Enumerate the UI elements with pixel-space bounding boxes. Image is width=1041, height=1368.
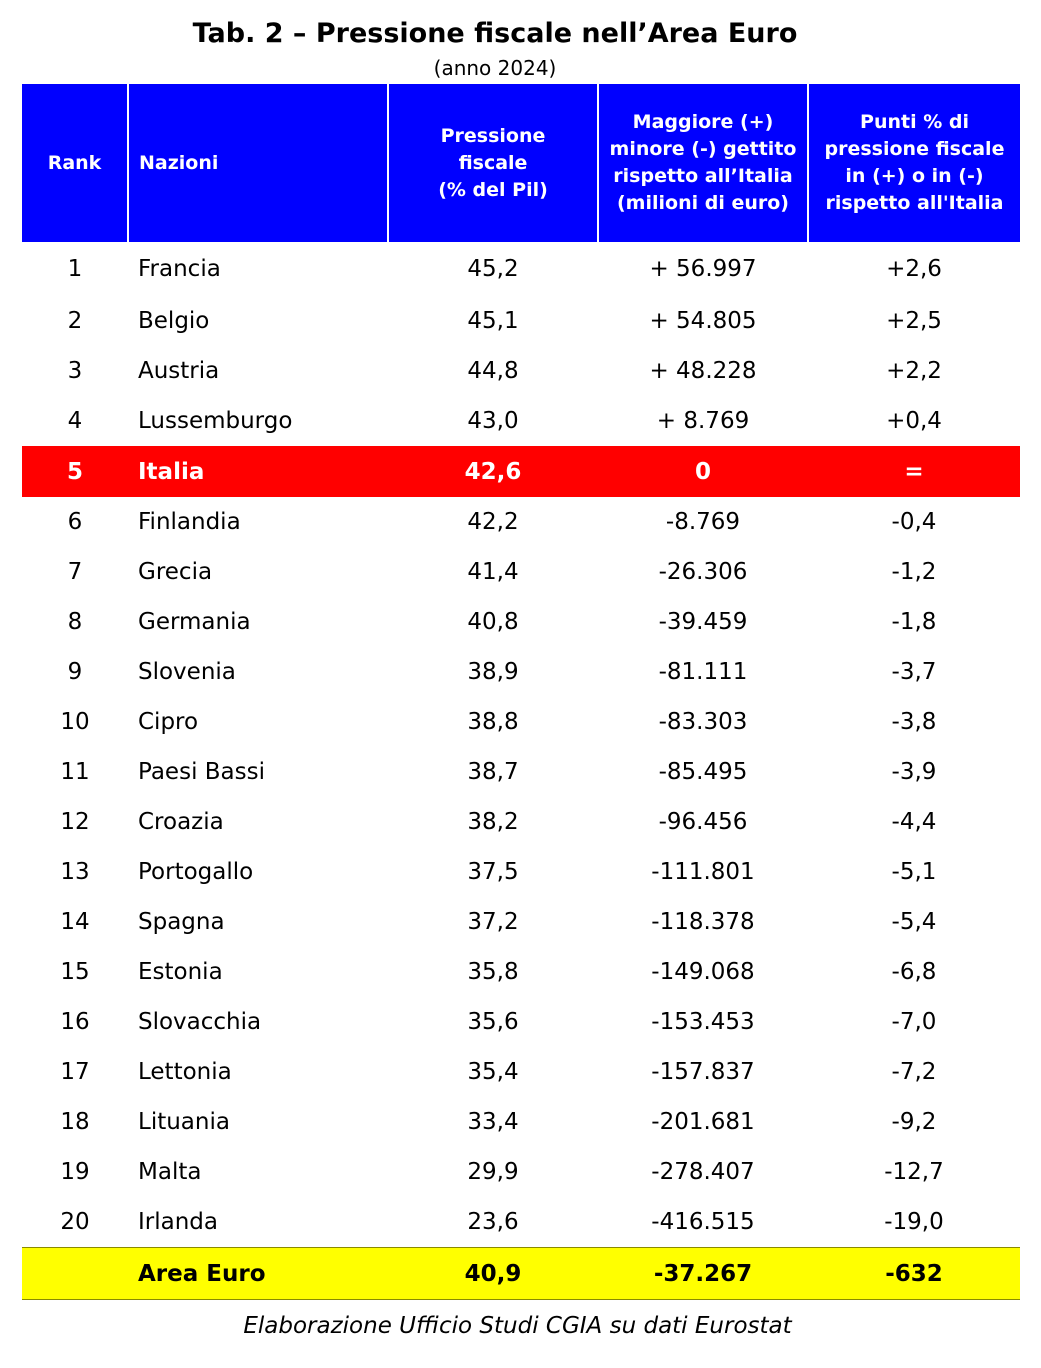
pressure-cell: 43,0 bbox=[467, 408, 519, 434]
table-row-italy-highlight bbox=[22, 446, 1020, 497]
nation-cell: Croazia bbox=[138, 809, 224, 835]
pressure-cell: 42,6 bbox=[388, 446, 598, 497]
nation-cell: Irlanda bbox=[138, 1209, 218, 1235]
nation-cell: Area Euro bbox=[128, 1248, 388, 1300]
points-cell: -12,7 bbox=[884, 1159, 944, 1185]
nation-cell: Lituania bbox=[138, 1109, 230, 1135]
nation-cell: Portogallo bbox=[138, 859, 254, 885]
pressure-cell: 45,1 bbox=[467, 308, 519, 334]
nation-cell: Germania bbox=[138, 609, 251, 635]
nation-cell: Paesi Bassi bbox=[138, 759, 265, 785]
points-cell: -0,4 bbox=[891, 509, 937, 535]
points-cell: -4,4 bbox=[891, 809, 937, 835]
pressure-cell: 38,9 bbox=[467, 659, 519, 685]
header-row bbox=[22, 84, 1020, 242]
table-row bbox=[22, 697, 1020, 747]
revenue-cell: -149.068 bbox=[651, 959, 755, 985]
points-cell: +2,2 bbox=[886, 358, 942, 384]
pressure-cell: 38,2 bbox=[467, 809, 519, 835]
nation-cell: Malta bbox=[138, 1159, 202, 1185]
revenue-cell: -81.111 bbox=[658, 659, 748, 685]
points-cell: = bbox=[808, 446, 1020, 497]
rank-cell: 14 bbox=[60, 909, 90, 935]
rank-cell: 19 bbox=[60, 1159, 90, 1185]
points-cell: +2,6 bbox=[886, 256, 942, 282]
nation-cell: Slovenia bbox=[138, 659, 236, 685]
table-row bbox=[22, 1097, 1020, 1147]
nation-cell: Belgio bbox=[138, 308, 210, 334]
rank-cell: 3 bbox=[67, 358, 83, 384]
table-row bbox=[22, 1147, 1020, 1197]
header-points: Punti % di pressione fiscale in (+) o in (-) rispetto all'Italia bbox=[808, 84, 1020, 242]
points-cell: -7,0 bbox=[891, 1009, 937, 1035]
points-cell: -6,8 bbox=[891, 959, 937, 985]
rank-cell: 10 bbox=[60, 709, 90, 735]
rank-cell: 7 bbox=[67, 559, 83, 585]
nation-cell: Francia bbox=[138, 256, 221, 282]
rank-cell: 17 bbox=[60, 1059, 90, 1085]
table-row bbox=[22, 1197, 1020, 1248]
rank-cell: 20 bbox=[60, 1209, 90, 1235]
rank-cell: 8 bbox=[67, 609, 83, 635]
table-row bbox=[22, 346, 1020, 396]
pressure-cell: 42,2 bbox=[467, 509, 519, 535]
points-cell: -1,2 bbox=[891, 559, 937, 585]
revenue-cell: -201.681 bbox=[651, 1109, 755, 1135]
header-revenue: Maggiore (+) minore (-) gettito rispetto all’Italia (milioni di euro) bbox=[598, 84, 808, 242]
table-row bbox=[22, 597, 1020, 647]
table-row bbox=[22, 747, 1020, 797]
nation-cell: Lettonia bbox=[138, 1059, 232, 1085]
rank-cell: 2 bbox=[67, 308, 83, 334]
points-cell: -19,0 bbox=[884, 1209, 944, 1235]
pressure-cell: 35,6 bbox=[467, 1009, 519, 1035]
table-row bbox=[22, 897, 1020, 947]
revenue-cell: -416.515 bbox=[651, 1209, 755, 1235]
source-note: Elaborazione Ufficio Studi CGIA su dati Eurostat bbox=[243, 1313, 792, 1339]
revenue-cell: -83.303 bbox=[658, 709, 748, 735]
pressure-cell: 41,4 bbox=[467, 559, 519, 585]
table-row bbox=[22, 997, 1020, 1047]
rank-cell: 1 bbox=[67, 256, 83, 282]
table-row bbox=[22, 1047, 1020, 1097]
revenue-cell: -278.407 bbox=[651, 1159, 755, 1185]
nation-cell: Grecia bbox=[138, 559, 213, 585]
rank-cell: 5 bbox=[22, 446, 128, 497]
pressure-cell: 37,2 bbox=[467, 909, 519, 935]
revenue-cell: -26.306 bbox=[658, 559, 748, 585]
revenue-cell: -118.378 bbox=[651, 909, 755, 935]
revenue-cell: + 54.805 bbox=[649, 308, 757, 334]
nation-cell: Spagna bbox=[138, 909, 225, 935]
rank-cell bbox=[22, 1248, 128, 1300]
table-row bbox=[22, 797, 1020, 847]
points-cell: +0,4 bbox=[886, 408, 942, 434]
pressure-cell: 44,8 bbox=[467, 358, 519, 384]
revenue-cell: + 48.228 bbox=[649, 358, 757, 384]
points-cell: -5,4 bbox=[891, 909, 937, 935]
header-pressure: Pressione fiscale (% del Pil) bbox=[388, 84, 598, 242]
points-cell: -5,1 bbox=[891, 859, 937, 885]
nation-cell: Estonia bbox=[138, 959, 223, 985]
revenue-cell: -39.459 bbox=[658, 609, 748, 635]
revenue-cell: + 8.769 bbox=[656, 408, 750, 434]
revenue-cell: -153.453 bbox=[651, 1009, 755, 1035]
revenue-cell: -8.769 bbox=[665, 509, 741, 535]
points-cell: -3,8 bbox=[891, 709, 937, 735]
table-row bbox=[22, 647, 1020, 697]
revenue-cell: -96.456 bbox=[658, 809, 748, 835]
table-subtitle: (anno 2024) bbox=[433, 56, 557, 80]
table-title: Tab. 2 – Pressione fiscale nell’Area Euro bbox=[192, 18, 798, 49]
revenue-cell: 0 bbox=[598, 446, 808, 497]
table-row bbox=[22, 847, 1020, 897]
revenue-cell: -85.495 bbox=[658, 759, 748, 785]
pressure-cell: 33,4 bbox=[467, 1109, 519, 1135]
points-cell: -9,2 bbox=[891, 1109, 937, 1135]
tax-pressure-table bbox=[22, 84, 1020, 1300]
rank-cell: 13 bbox=[60, 859, 90, 885]
pressure-cell: 35,4 bbox=[467, 1059, 519, 1085]
nation-cell: Finlandia bbox=[138, 509, 241, 535]
pressure-cell: 40,8 bbox=[467, 609, 519, 635]
pressure-cell: 23,6 bbox=[467, 1209, 519, 1235]
points-cell: -632 bbox=[808, 1248, 1020, 1300]
rank-cell: 4 bbox=[67, 408, 83, 434]
rank-cell: 11 bbox=[60, 759, 90, 785]
points-cell: -7,2 bbox=[891, 1059, 937, 1085]
header-rank: Rank bbox=[22, 84, 128, 242]
revenue-cell: -37.267 bbox=[598, 1248, 808, 1300]
rank-cell: 15 bbox=[60, 959, 90, 985]
nation-cell: Slovacchia bbox=[138, 1009, 262, 1035]
revenue-cell: -111.801 bbox=[651, 859, 755, 885]
points-cell: +2,5 bbox=[886, 308, 942, 334]
table-row bbox=[22, 242, 1020, 296]
nation-cell: Italia bbox=[128, 446, 388, 497]
pressure-cell: 45,2 bbox=[467, 256, 519, 282]
pressure-cell: 40,9 bbox=[388, 1248, 598, 1300]
nation-cell: Austria bbox=[138, 358, 220, 384]
rank-cell: 9 bbox=[67, 659, 83, 685]
pressure-cell: 38,8 bbox=[467, 709, 519, 735]
revenue-cell: + 56.997 bbox=[649, 256, 757, 282]
points-cell: -3,7 bbox=[891, 659, 937, 685]
pressure-cell: 35,8 bbox=[467, 959, 519, 985]
pressure-cell: 37,5 bbox=[467, 859, 519, 885]
table-row bbox=[22, 396, 1020, 446]
points-cell: -1,8 bbox=[891, 609, 937, 635]
rank-cell: 16 bbox=[60, 1009, 90, 1035]
rank-cell: 12 bbox=[60, 809, 90, 835]
revenue-cell: -157.837 bbox=[651, 1059, 755, 1085]
table-row bbox=[22, 296, 1020, 346]
nation-cell: Cipro bbox=[138, 709, 199, 735]
table-row-euro-area-total bbox=[22, 1248, 1020, 1300]
header-nation: Nazioni bbox=[128, 84, 388, 242]
rank-cell: 18 bbox=[60, 1109, 90, 1135]
pressure-cell: 38,7 bbox=[467, 759, 519, 785]
table-row bbox=[22, 547, 1020, 597]
rank-cell: 6 bbox=[67, 509, 83, 535]
table-row bbox=[22, 497, 1020, 547]
nation-cell: Lussemburgo bbox=[138, 408, 293, 434]
table-row bbox=[22, 947, 1020, 997]
pressure-cell: 29,9 bbox=[467, 1159, 519, 1185]
points-cell: -3,9 bbox=[891, 759, 937, 785]
